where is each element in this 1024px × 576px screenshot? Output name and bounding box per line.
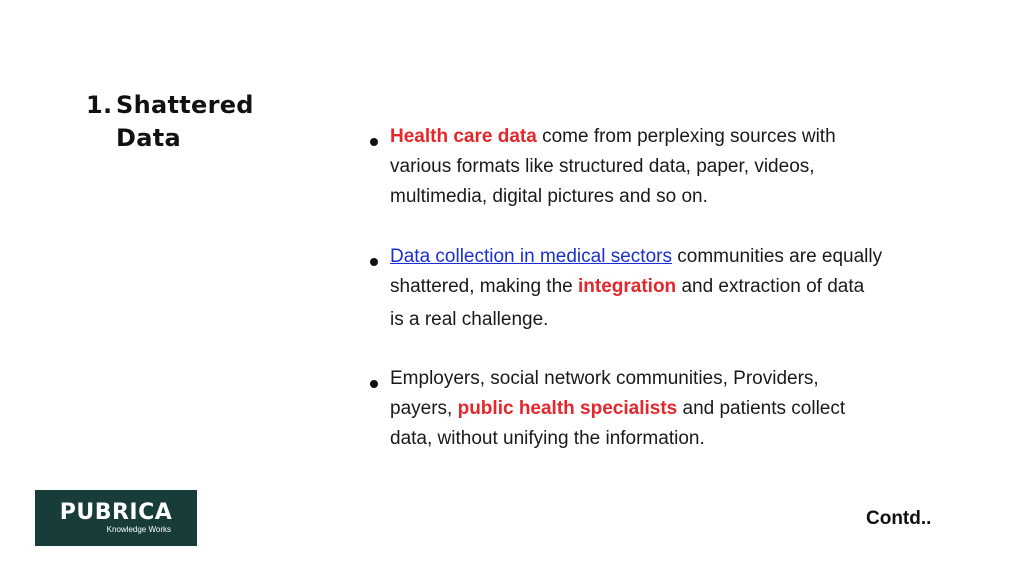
bullet-dot-icon: [370, 138, 378, 146]
bullet-text: multimedia, digital pictures and so on.: [390, 186, 708, 207]
bullet-text: come from perplexing sources with: [536, 126, 836, 147]
heading-line-2: Data: [116, 124, 181, 152]
bullet-line: [390, 272, 864, 302]
bullet-dot-icon: [370, 380, 378, 388]
bullet-text: Employers, social network communities, Providers,: [390, 368, 819, 389]
bullet-line: [390, 182, 708, 212]
contd-label: Contd..: [866, 508, 932, 529]
bullet-line: [390, 242, 882, 272]
bullet-text: and patients collect: [677, 398, 846, 419]
highlighted-term: Health care data: [390, 126, 537, 147]
highlighted-term: public health specialists: [457, 398, 678, 419]
bullet-text: communities are equally: [671, 246, 883, 267]
heading-line-1: Shattered: [116, 91, 254, 119]
bullet-text: various formats like structured data, paper, videos,: [390, 156, 815, 177]
logo-tagline: Knowledge Works: [106, 525, 171, 534]
bullet-line: [390, 394, 845, 424]
bullet-text: payers,: [390, 398, 458, 419]
highlighted-term: integration: [578, 276, 677, 297]
bullet-text: is a real challenge.: [390, 309, 549, 330]
bullet-line: [390, 424, 705, 454]
bullet-line: [390, 364, 819, 394]
bullet-dot-icon: [370, 258, 378, 266]
heading-number: 1.: [86, 91, 113, 119]
bullet-text: data, without unifying the information.: [390, 428, 705, 449]
bullet-text: and extraction of data: [676, 276, 865, 297]
bullet-text: shattered, making the: [390, 276, 578, 297]
bullet-line: [390, 152, 815, 182]
bullet-line: [390, 122, 836, 152]
bullet-line: [390, 305, 548, 335]
data-collection-link[interactable]: Data collection in medical sectors: [390, 246, 672, 267]
logo-wordmark: PUBRICA: [59, 500, 173, 525]
pubrica-logo: [35, 490, 197, 546]
